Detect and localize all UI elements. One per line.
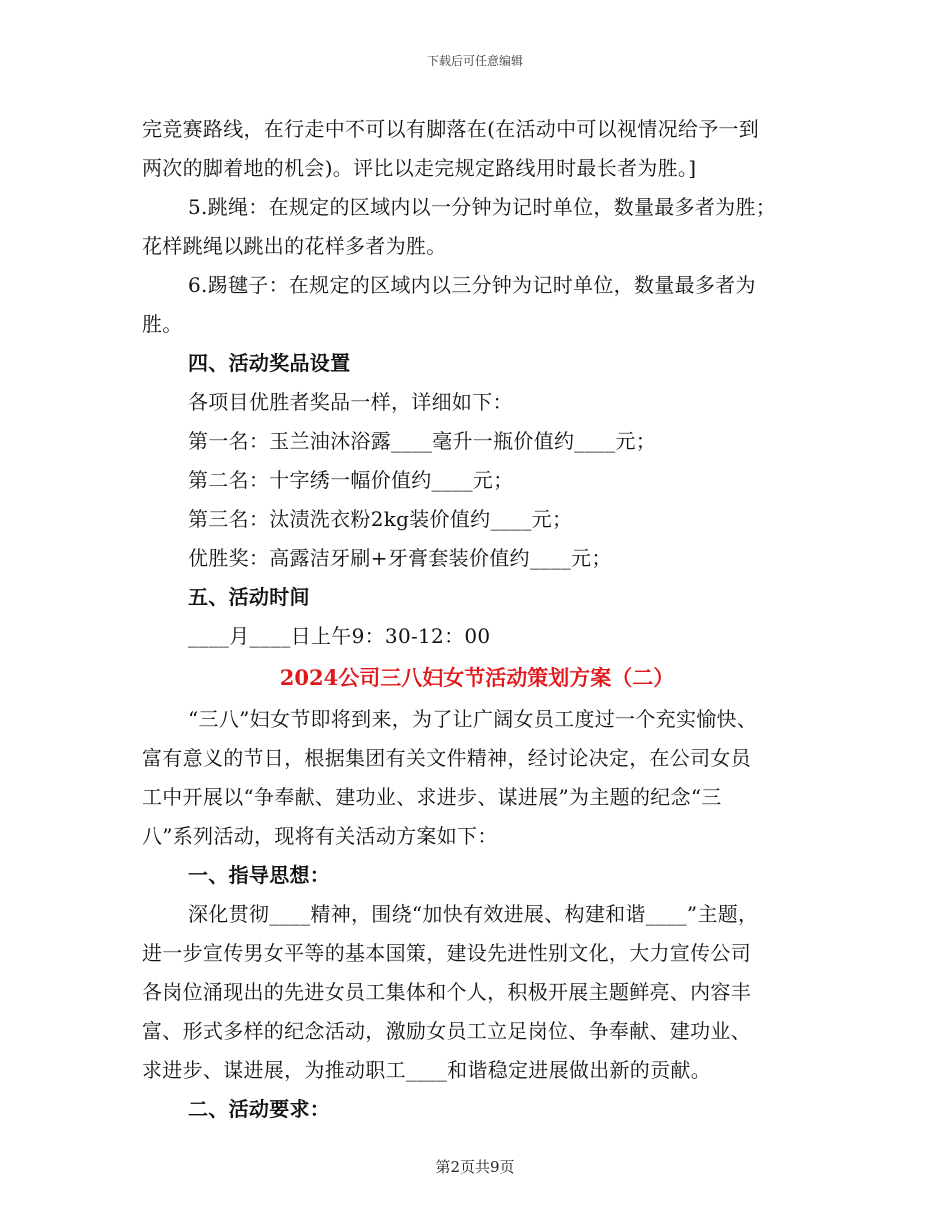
prize-first: 第一名：玉兰油沐浴露____毫升一瓶价值约____元； — [188, 429, 657, 453]
paragraph-line: 各岗位涌现出的先进女员工集体和个人，积极开展主题鲜亮、内容丰 — [142, 980, 751, 1004]
activity-time: ____月____日上午9：30-12：00 — [188, 624, 491, 648]
prize-merit: 优胜奖：高露洁牙刷+牙膏套装价值约____元； — [188, 546, 612, 570]
section-heading-time: 五、活动时间 — [188, 585, 310, 609]
page-header: 下载后可任意编辑 — [426, 54, 523, 68]
paragraph-line: 两次的脚着地的机会)。评比以走完规定路线用时最长者为胜。] — [142, 156, 697, 180]
paragraph-line: 花样跳绳以跳出的花样多者为胜。 — [142, 234, 447, 258]
paragraph-line: 深化贯彻____精神，围绕“加快有效进展、构建和谐____”主题， — [188, 902, 759, 926]
page-footer: 第2页共9页 — [435, 1158, 515, 1176]
section-heading-requirements: 二、活动要求： — [188, 1097, 331, 1121]
paragraph-line: 富、形式多样的纪念活动，激励女员工立足岗位、争奉献、建功业、 — [142, 1019, 751, 1043]
section-heading-prizes: 四、活动奖品设置 — [188, 351, 351, 375]
paragraph-line: 富有意义的节日，根据集团有关文件精神，经讨论决定，在公司女员 — [142, 746, 751, 770]
paragraph-line: “三八”妇女节即将到来，为了让广阔女员工度过一个充实愉快、 — [188, 707, 758, 731]
document-title: 2024公司三八妇女节活动策划方案（二） — [279, 665, 675, 690]
section-heading-guiding-idea: 一、指导思想： — [188, 863, 331, 887]
prize-third: 第三名：汰渍洗衣粉2kg装价值约____元； — [188, 507, 573, 531]
paragraph-line: 工中开展以“争奉献、建功业、求进步、谋进展”为主题的纪念“三 — [142, 785, 722, 809]
paragraph-line: 完竞赛路线，在行走中不可以有脚落在(在活动中可以视情况给予一到 — [142, 117, 760, 141]
paragraph-line: 进一步宣传男女平等的基本国策，建设先进性别文化，大力宣传公司 — [142, 941, 751, 965]
list-item-shuttlecock: 6.踢毽子：在规定的区域内以三分钟为记时单位，数量最多者为 — [188, 273, 756, 297]
document-body — [142, 110, 812, 1129]
list-item-rope-skipping: 5.跳绳：在规定的区域内以一分钟为记时单位，数量最多者为胜； — [188, 195, 777, 219]
paragraph-line: 八”系列活动，现将有关活动方案如下： — [142, 824, 498, 848]
paragraph-line: 各项目优胜者奖品一样，详细如下： — [188, 390, 513, 414]
paragraph-line: 求进步、谋进展，为推动职工____和谐稳定进展做出新的贡献。 — [142, 1058, 711, 1082]
prize-second: 第二名：十字绣一幅价值约____元； — [188, 468, 514, 492]
paragraph-line: 胜。 — [142, 312, 183, 336]
